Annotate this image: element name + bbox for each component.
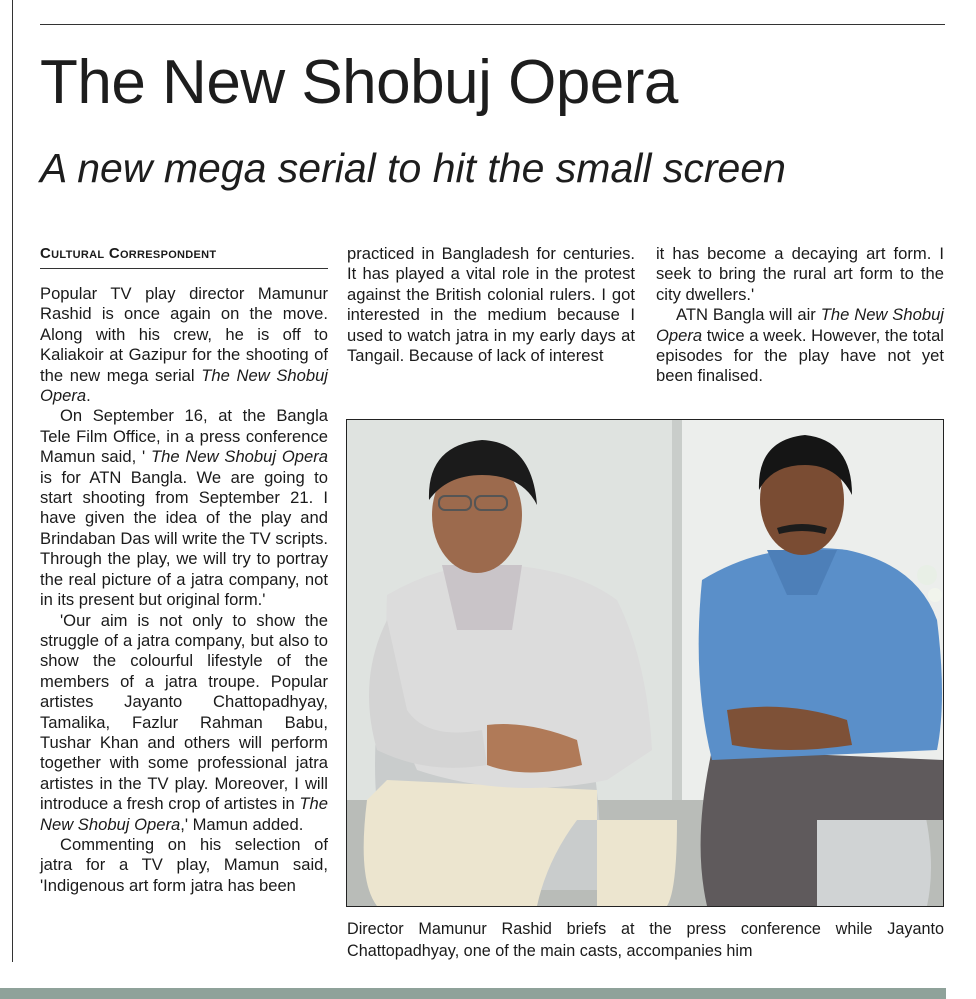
- serial-title: The New Shobuj Opera: [40, 794, 328, 834]
- paragraph: Popular TV play director Mamunur Rashid is once again on the move. Along with his crew, he is off to Kaliakoir at Gazipur for the shooting of the new mega serial The New Shobuj Opera.: [40, 284, 328, 406]
- paragraph: ATN Bangla will air The New Shobuj Opera twice a week. However, the total episodes for the play have not yet been finalised.: [656, 305, 944, 386]
- article-column-2: [347, 244, 635, 366]
- top-rule: [40, 24, 945, 25]
- paragraph: practiced in Bangladesh for centuries. It has played a vital role in the protest against the British colonial rulers. I got interested in the medium because I used to watch jatra in my early days at Tangail. Because of lack of interest: [347, 244, 635, 366]
- paragraph: it has become a decaying art form. I seek to bring the rural art form to the city dwellers.': [656, 244, 944, 304]
- paragraph: Commenting on his selection of jatra for a TV play, Mamun said, 'Indigenous art form jatra has been: [40, 834, 328, 895]
- subheadline: A new mega serial to hit the small screen: [40, 145, 786, 191]
- paragraph: On September 16, at the Bangla Tele Film Office, in a press conference Mamun said, ' The New Shobuj Opera is for ATN Bangla. We are going to start shooting from September 21. I have given the idea of the play and Brindaban Das will write the TV scripts. Through the play, we will try to portray the real picture of a jatra company, not in its present but original form.': [40, 406, 328, 610]
- serial-title: The New Shobuj Opera: [656, 305, 944, 345]
- paragraph: 'Our aim is not only to show the struggle of a jatra company, but also to show the colourful lifestyle of the members of a jatra troupe. Popular artistes Jayanto Chattopadhyay, Tamalika, Fazlur Rahman Babu, Tushar Khan and others will perform together with some professional jatra artistes in the TV play. Moreover, I will introduce a fresh crop of artistes in The New Shobuj Opera,' Mamun added.: [40, 610, 328, 834]
- news-photo: [346, 419, 944, 907]
- serial-title: The New Shobuj Opera: [40, 365, 328, 406]
- left-column-rule: [12, 0, 13, 962]
- article-column-3: [656, 244, 944, 387]
- article-column-1: [40, 284, 328, 896]
- photo-illustration: [347, 420, 943, 906]
- serial-title: The New Shobuj Opera: [150, 447, 328, 467]
- headline: The New Shobuj Opera: [40, 48, 678, 117]
- byline: [40, 245, 328, 269]
- byline-text: Cultural Correspondent: [40, 245, 217, 262]
- photo-caption: Director Mamunur Rashid briefs at the press conference while Jayanto Chattopadhyay, one of the main casts, accompanies him: [347, 920, 944, 960]
- bottom-band: [0, 988, 946, 999]
